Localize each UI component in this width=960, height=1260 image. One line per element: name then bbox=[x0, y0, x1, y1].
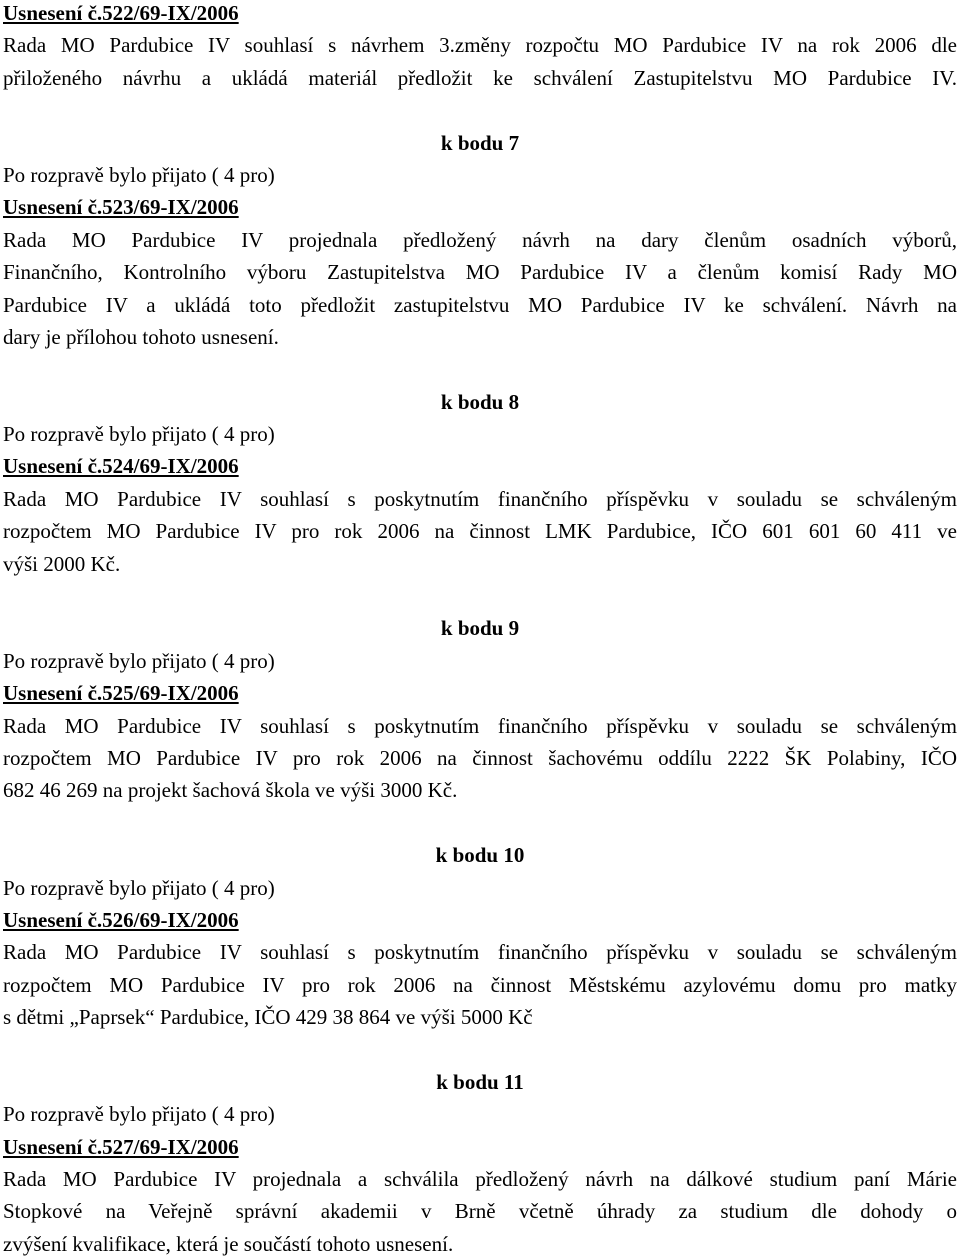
resolution-text-line: Rada MO Pardubice IV projednala a schválila předložený návrh na dálkové studium paní Márie bbox=[3, 1167, 957, 1192]
resolution-text-line: Stopkové na Veřejně správní akademii v Brně včetně úhrady za studium dle dohody o bbox=[3, 1199, 957, 1224]
agenda-section-11 bbox=[3, 1066, 957, 1260]
resolution-text-line: 682 46 269 na projekt šachová škola ve výši 3000 Kč. bbox=[3, 778, 458, 803]
approval-note: Po rozpravě bylo přijato ( 4 pro) bbox=[3, 1102, 275, 1127]
resolution-text-line: Rada MO Pardubice IV souhlasí s poskytnutím finančního příspěvku v souladu se schváleným bbox=[3, 940, 957, 965]
resolution-text-line: dary je přílohou tohoto usnesení. bbox=[3, 324, 279, 349]
resolution-text-line: Pardubice IV a ukládá toto předložit zastupitelstvu MO Pardubice IV ke schválení. Návrh na bbox=[3, 292, 957, 317]
resolution-number: Usnesení č.523/69-IX/2006 bbox=[3, 195, 239, 220]
resolution-text-line: Rada MO Pardubice IV souhlasí s návrhem 3.změny rozpočtu MO Pardubice IV na rok 2006 dle bbox=[3, 33, 957, 58]
resolution-text-line: Finančního, Kontrolního výboru Zastupitelstva MO Pardubice IV a členům komisí Rady MO bbox=[3, 260, 957, 285]
resolution-text-line: s dětmi „Paprsek“ Pardubice, IČO 429 38 864 ve výši 5000 Kč bbox=[3, 1005, 533, 1030]
agenda-section-10 bbox=[3, 839, 957, 1033]
approval-note: Po rozpravě bylo přijato ( 4 pro) bbox=[3, 162, 275, 187]
resolution-number: Usnesení č.526/69-IX/2006 bbox=[3, 907, 239, 932]
resolution-section bbox=[3, 0, 957, 94]
agenda-section-8 bbox=[3, 386, 957, 580]
document-page bbox=[3, 0, 957, 1260]
resolution-text-line: zvýšení kvalifikace, která je součástí tohoto usnesení. bbox=[3, 1231, 454, 1256]
resolution-text-line: rozpočtem MO Pardubice IV pro rok 2006 na činnost LMK Pardubice, IČO 601 601 60 411 ve bbox=[3, 519, 957, 544]
resolution-number: Usnesení č.527/69-IX/2006 bbox=[3, 1134, 239, 1159]
resolution-text-line: Rada MO Pardubice IV projednala předložený návrh na dary členům osadních výborů, bbox=[3, 227, 957, 252]
agenda-heading: k bodu 11 bbox=[436, 1069, 524, 1094]
resolution-number: Usnesení č.524/69-IX/2006 bbox=[3, 454, 239, 479]
resolution-number: Usnesení č.522/69-IX/2006 bbox=[3, 1, 239, 25]
resolution-text-line: rozpočtem MO Pardubice IV pro rok 2006 na činnost šachovému oddílu 2222 ŠK Polabiny, IČO bbox=[3, 745, 957, 770]
agenda-heading: k bodu 7 bbox=[440, 130, 520, 155]
resolution-text-line: rozpočtem MO Pardubice IV pro rok 2006 na činnost Městskému azylovému domu pro matky bbox=[3, 972, 957, 997]
resolution-text-line: Rada MO Pardubice IV souhlasí s poskytnutím finančního příspěvku v souladu se schváleným bbox=[3, 486, 957, 511]
resolution-text-line: výši 2000 Kč. bbox=[3, 551, 121, 576]
resolution-text-line: Rada MO Pardubice IV souhlasí s poskytnutím finančního příspěvku v souladu se schváleným bbox=[3, 713, 957, 738]
agenda-section-7 bbox=[3, 127, 957, 354]
agenda-heading: k bodu 9 bbox=[440, 616, 520, 641]
approval-note: Po rozpravě bylo přijato ( 4 pro) bbox=[3, 875, 275, 900]
resolution-text-line: přiloženého návrhu a ukládá materiál předložit ke schválení Zastupitelstvu MO Pardubice IV. bbox=[3, 65, 957, 90]
resolution-number: Usnesení č.525/69-IX/2006 bbox=[3, 681, 239, 706]
approval-note: Po rozpravě bylo přijato ( 4 pro) bbox=[3, 422, 275, 447]
agenda-heading: k bodu 10 bbox=[435, 843, 525, 868]
agenda-section-9 bbox=[3, 612, 957, 806]
approval-note: Po rozpravě bylo přijato ( 4 pro) bbox=[3, 648, 275, 673]
agenda-heading: k bodu 8 bbox=[440, 389, 520, 414]
